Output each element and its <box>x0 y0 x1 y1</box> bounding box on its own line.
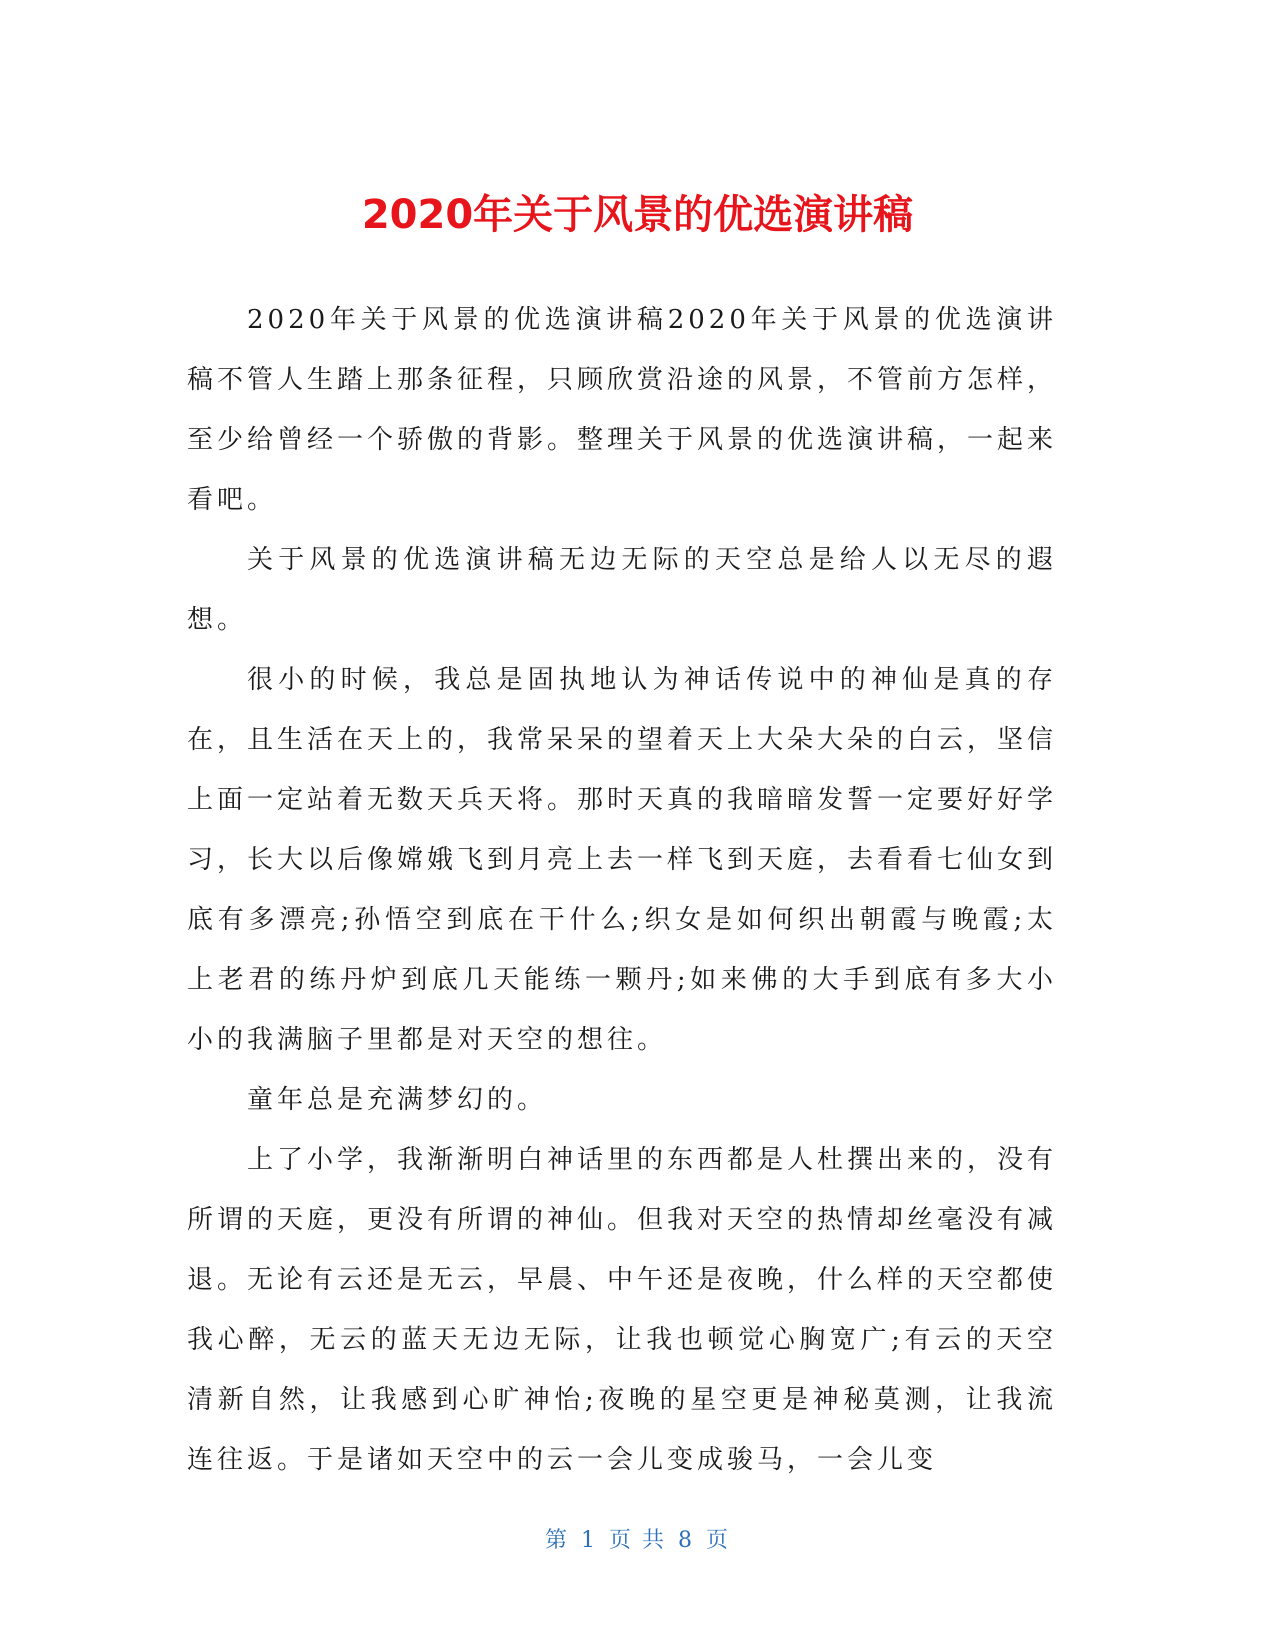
paragraph-3: 很小的时候，我总是固执地认为神话传说中的神仙是真的存在，且生活在天上的，我常呆呆的望着天上大朵大朵的白云，坚信上面一定站着无数天兵天将。那时天真的我暗暗发誓一定要好好学习，长大以后像嫦娥飞到月亮上去一样飞到天庭，去看看七仙女到底有多漂亮;孙悟空到底在干什么;织女是如何织出朝霞与晚霞;太上老君的练丹炉到底几天能练一颗丹;如来佛的大手到底有多大小小的我满脑子里都是对天空的想往。 <box>187 665 1058 1055</box>
footer-prefix: 第 <box>544 1528 569 1553</box>
page-title: 2020年关于风景的优选演讲稿 <box>361 191 914 238</box>
total-pages-number: 8 <box>678 1528 694 1553</box>
footer-mid: 页 共 <box>609 1528 666 1553</box>
footer-suffix: 页 <box>706 1528 731 1553</box>
paragraph-2: 关于风景的优选演讲稿无边无际的天空总是给人以无尽的遐想。 <box>187 545 1057 635</box>
paragraph-1: 2020年关于风景的优选演讲稿2020年关于风景的优选演讲稿不管人生踏上那条征程，只顾欣赏沿途的风景，不管前方怎样，至少给曾经一个骄傲的背影。整理关于风景的优选演讲稿，一起来看吧。 <box>187 305 1058 515</box>
paragraph-5: 上了小学，我渐渐明白神话里的东西都是人杜撰出来的，没有所谓的天庭，更没有所谓的神仙。但我对天空的热情却丝毫没有减退。无论有云还是无云，早晨、中午还是夜晚，什么样的天空都使我心醉，无云的蓝天无边无际，让我也顿觉心胸宽广;有云的天空清新自然，让我感到心旷神怡;夜晚的星空更是神秘莫测，让我流连往返。于是诸如天空中的云一会儿变成骏马，一会儿变 <box>187 1145 1058 1475</box>
page-footer <box>0 1523 1275 1554</box>
document-body <box>187 290 1057 1490</box>
current-page-number: 1 <box>581 1528 597 1553</box>
paragraph-4: 童年总是充满梦幻的。 <box>247 1085 548 1115</box>
